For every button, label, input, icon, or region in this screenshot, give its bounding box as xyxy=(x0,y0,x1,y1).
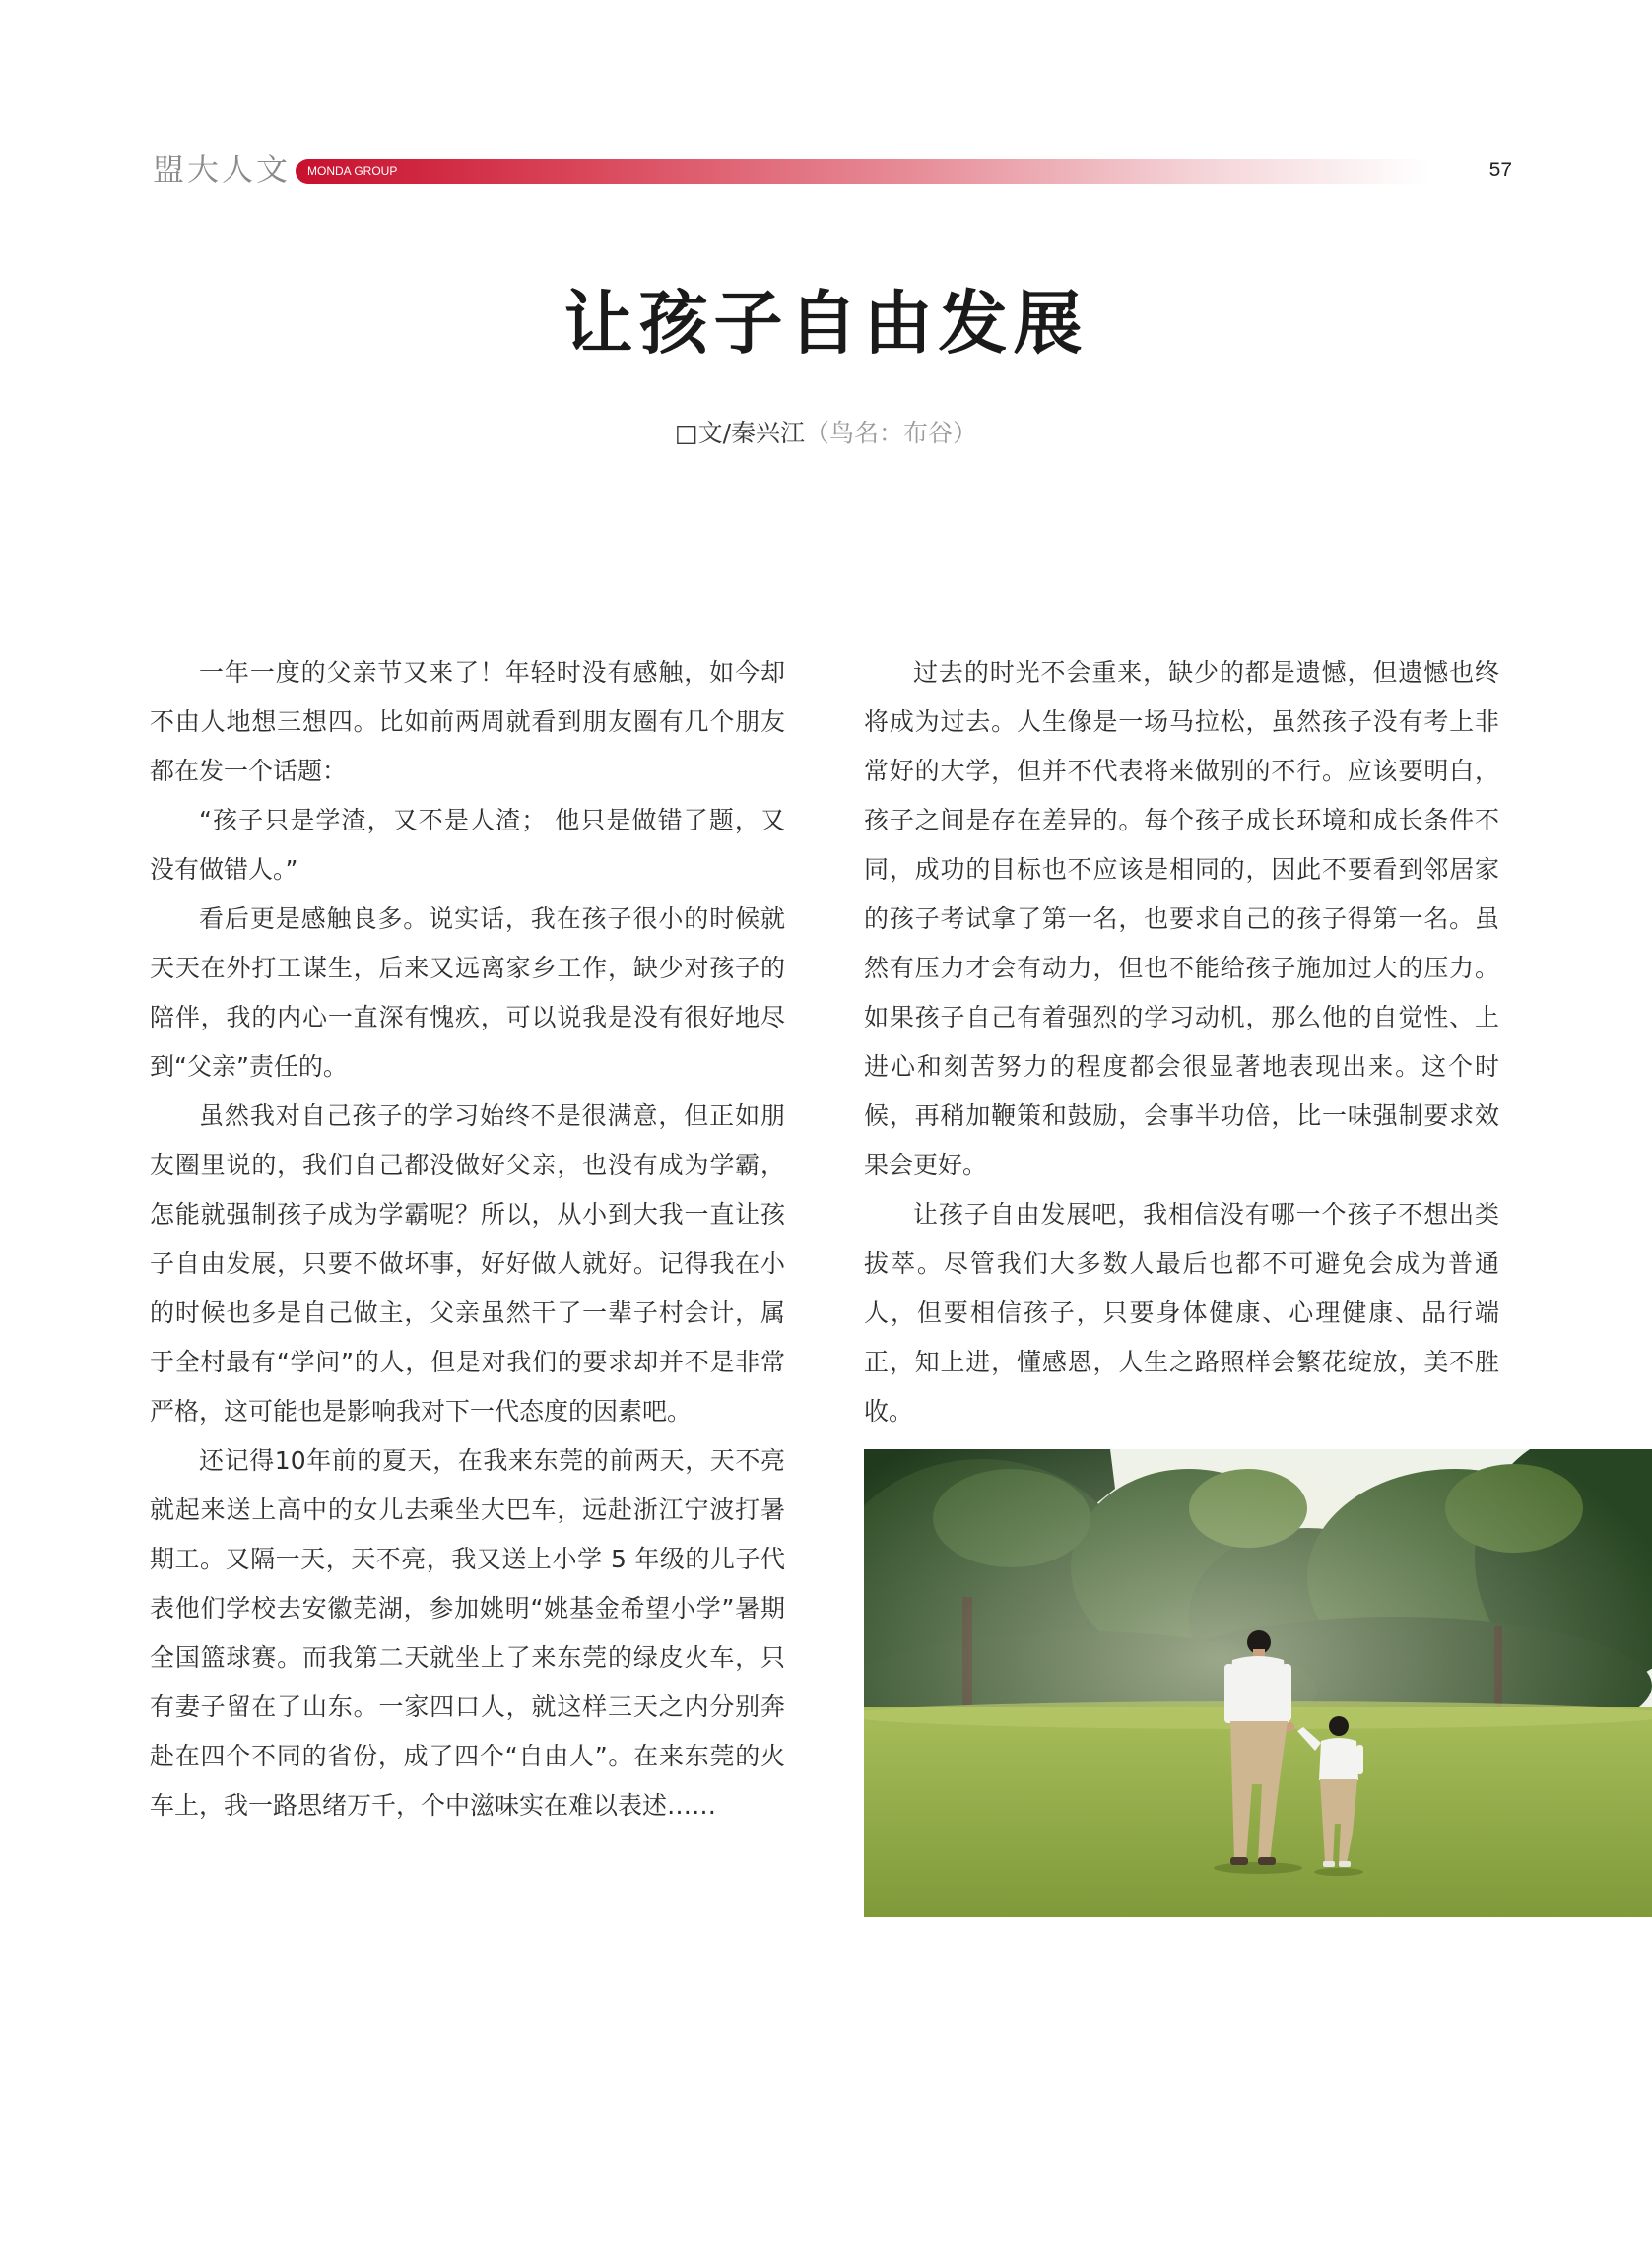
brand-label: MONDA GROUP xyxy=(307,165,398,178)
page-number: 57 xyxy=(1488,159,1512,181)
paragraph: “孩子只是学渣，又不是人渣； 他只是做错了题，又没有做错人。” xyxy=(150,806,785,884)
section-name: 盟大人文 xyxy=(153,151,292,188)
paragraph: 过去的时光不会重来，缺少的都是遗憾，但遗憾也终将成为过去。人生像是一场马拉松，虽然孩子没有考上非常好的大学，但并不代表将来做别的不行。应该要明白，孩子之间是存在差异的。每个孩子成长环境和成长条件不同，成功的目标也不应该是相同的，因此不要看到邻居家的孩子考试拿了第一名，也要求自己的孩子得第一名。虽然有压力才会有动力，但也不能给孩子施加过大的压力。如果孩子自己有着强烈的学习动机，那么他的自觉性、上进心和刻苦努力的程度都会很显著地表现出来。这个时候，再稍加鞭策和鼓励，会事半功倍，比一味强制要求效果会更好。 xyxy=(864,658,1499,1179)
header-gradient-bar xyxy=(296,159,1428,184)
byline xyxy=(0,414,1652,453)
byline-author: □文/秦兴江 xyxy=(674,419,806,447)
paragraph: 一年一度的父亲节又来了！年轻时没有感触，如今却不由人地想三想四。比如前两周就看到朋友圈有几个朋友都在发一个话题： xyxy=(150,658,785,785)
page-header xyxy=(153,146,1512,195)
right-column xyxy=(864,648,1499,1436)
byline-alias: （鸟名：布谷） xyxy=(805,419,978,447)
left-column xyxy=(150,648,785,1830)
paragraph: 让孩子自由发展吧，我相信没有哪一个孩子不想出类拔萃。尽管我们大多数人最后也都不可避免会成为普通人，但要相信孩子，只要身体健康、心理健康、品行端正，知上进，懂感恩，人生之路照样会繁花绽放，美不胜收。 xyxy=(864,1200,1499,1426)
paragraph: 看后更是感触良多。说实话，我在孩子很小的时候就天天在外打工谋生，后来又远离家乡工作，缺少对孩子的陪伴，我的内心一直深有愧疚，可以说我是没有很好地尽到“父亲”责任的。 xyxy=(150,904,785,1081)
paragraph: 还记得10年前的夏天，在我来东莞的前两天，天不亮就起来送上高中的女儿去乘坐大巴车，远赴浙江宁波打暑期工。又隔一天，天不亮，我又送上小学 5 年级的儿子代表他们学校去安徽芜湖，参加姚明“姚基金希望小学”暑期全国篮球赛。而我第二天就坐上了来东莞的绿皮火车，只有妻子留在了山东。一家四口人，就这样三天之内分别奔赴在四个不同的省份，成了四个“自由人”。在来东莞的火车上，我一路思绪万千，个中滋味实在难以表述…… xyxy=(150,1446,785,1820)
father-son-park-photo xyxy=(864,1449,1652,1917)
paragraph: 虽然我对自己孩子的学习始终不是很满意，但正如朋友圈里说的，我们自己都没做好父亲，也没有成为学霸，怎能就强制孩子成为学霸呢？所以，从小到大我一直让孩子自由发展，只要不做坏事，好好做人就好。记得我在小的时候也多是自己做主，父亲虽然干了一辈子村会计，属于全村最有“学问”的人，但是对我们的要求却并不是非常严格，这可能也是影响我对下一代态度的因素吧。 xyxy=(150,1101,785,1426)
article-title: 让孩子自由发展 xyxy=(563,283,1089,364)
